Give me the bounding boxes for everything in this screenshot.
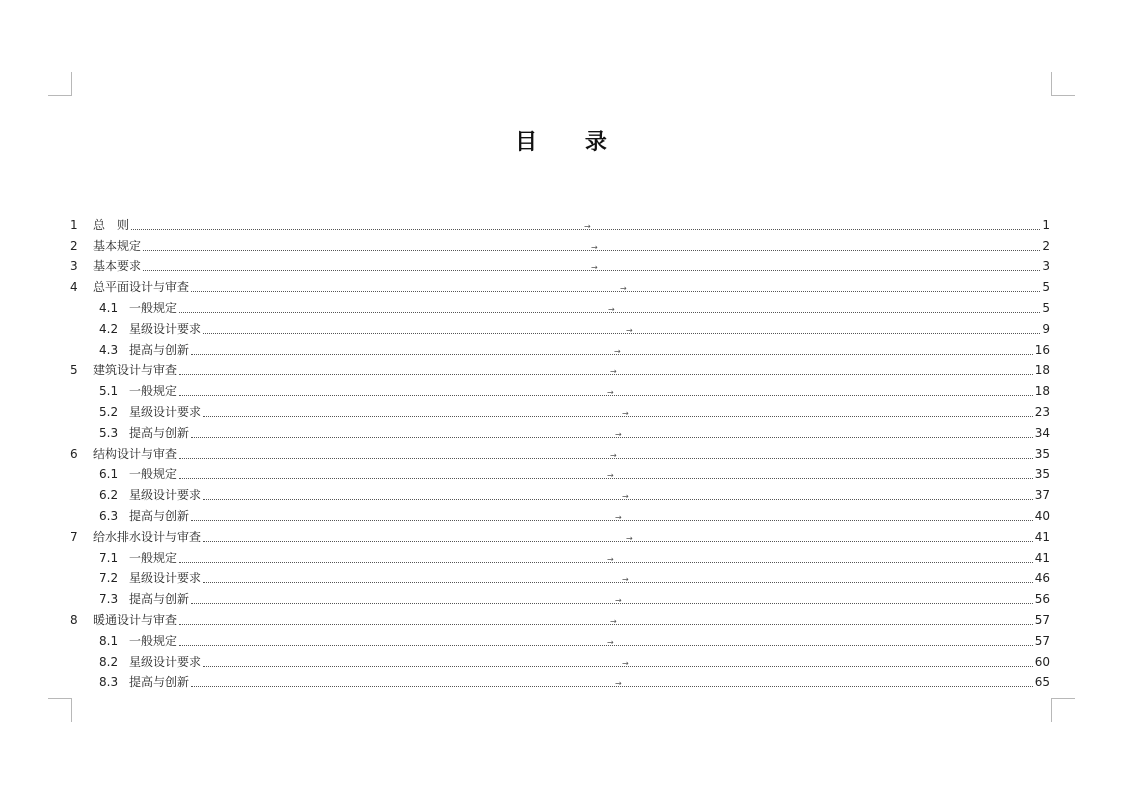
toc-entry-title: 一般规定 [129,300,178,315]
toc-entry-page-number: 9 [1042,321,1050,336]
toc-entry-title: 提高与创新 [129,508,190,523]
tab-mark-icon: → [622,408,629,418]
toc-entry-title: 一般规定 [129,550,178,565]
toc-entry-page-number: 37 [1034,488,1050,503]
toc-entry-number: 5 [70,363,78,378]
toc-entry-number: 6.2 [99,488,119,503]
toc-entry[interactable] [70,545,1050,566]
tab-mark-icon: → [610,616,617,626]
toc-entry-number: 7.3 [99,592,119,607]
toc-entry-number: 4.1 [99,300,119,315]
toc-entry-number: 4.2 [99,321,119,336]
toc-entry-number: 3 [70,259,78,274]
toc-entry-page-number: 41 [1034,550,1050,565]
toc-entry-page-number: 35 [1034,446,1050,461]
toc-dot-leader [203,665,1033,667]
toc-entry[interactable] [70,482,1050,503]
toc-entry-number: 6.1 [99,467,119,482]
tab-mark-icon: → [622,575,629,585]
toc-entry-title: 基本要求 [93,259,142,274]
toc-entry[interactable] [70,586,1050,607]
tab-mark-icon: → [615,596,622,606]
toc-entry-title: 总 则 [93,217,130,232]
toc-dot-leader [191,290,1040,292]
toc-entry[interactable] [70,233,1050,254]
tab-mark-icon: → [608,304,615,314]
toc-entry[interactable] [70,295,1050,316]
toc-entry[interactable] [70,420,1050,441]
toc-entry[interactable] [70,607,1050,628]
toc-entry-number: 8.1 [99,633,119,648]
tab-mark-icon: → [620,284,627,294]
toc-entry-page-number: 65 [1034,675,1050,690]
toc-entry-number: 4.3 [99,342,119,357]
toc-entry[interactable] [70,358,1050,379]
toc-entry-number: 5.2 [99,404,119,419]
toc-dot-leader [203,540,1033,542]
toc-dot-leader [179,477,1033,479]
toc-entry-title: 提高与创新 [129,342,190,357]
toc-dot-leader [179,373,1033,375]
toc-entry[interactable] [70,649,1050,670]
toc-entry[interactable] [70,316,1050,337]
toc-entry-page-number: 5 [1042,300,1050,315]
tab-mark-icon: → [622,658,629,668]
tab-mark-icon: → [607,554,614,564]
toc-entry-page-number: 35 [1034,467,1050,482]
toc-dot-leader [203,332,1040,334]
crop-mark-bottom-right [1051,698,1075,722]
toc-entry-title: 星级设计要求 [129,321,202,336]
toc-entry-title: 星级设计要求 [129,488,202,503]
tab-mark-icon: → [622,492,629,502]
toc-entry-title: 星级设计要求 [129,404,202,419]
toc-entry-number: 2 [70,238,78,253]
toc-entry-page-number: 34 [1034,425,1050,440]
toc-entry-page-number: 3 [1042,259,1050,274]
toc-dot-leader [203,415,1033,417]
toc-entry-page-number: 23 [1034,404,1050,419]
toc-entry-title: 暖通设计与审查 [93,612,178,627]
crop-mark-top-right [1051,72,1075,96]
toc-entry[interactable] [70,274,1050,295]
toc-entry-page-number: 18 [1034,363,1050,378]
tab-mark-icon: → [614,346,621,356]
toc-entry-page-number: 5 [1042,280,1050,295]
toc-entry[interactable] [70,462,1050,483]
toc-dot-leader [179,394,1033,396]
toc-entry-page-number: 41 [1034,529,1050,544]
tab-mark-icon: → [591,263,598,273]
toc-entry-number: 6.3 [99,508,119,523]
toc-entry-title: 总平面设计与审查 [93,280,190,295]
toc-entry-number: 7.1 [99,550,119,565]
toc-dot-leader [191,602,1033,604]
tab-mark-icon: → [615,512,622,522]
toc-dot-leader [179,623,1033,625]
toc-dot-leader [203,581,1033,583]
toc-entry-number: 8 [70,612,78,627]
toc-entry-page-number: 57 [1034,633,1050,648]
toc-entry-page-number: 16 [1034,342,1050,357]
tab-mark-icon: → [615,429,622,439]
toc-entry[interactable] [70,337,1050,358]
toc-entry-title: 提高与创新 [129,675,190,690]
toc-entry-page-number: 56 [1034,592,1050,607]
toc-entry-number: 6 [70,446,78,461]
toc-entry-page-number: 46 [1034,571,1050,586]
toc-entry-title: 结构设计与审查 [93,446,178,461]
page-title: 目 录 [515,130,627,155]
tab-mark-icon: → [584,221,591,231]
tab-mark-icon: → [607,471,614,481]
toc-entry-title: 一般规定 [129,633,178,648]
toc-dot-leader [191,519,1033,521]
tab-mark-icon: → [626,325,633,335]
toc-entry-number: 8.3 [99,675,119,690]
toc-entry[interactable] [70,399,1050,420]
tab-mark-icon: → [610,450,617,460]
toc-entry[interactable] [70,378,1050,399]
toc-entry-number: 5.3 [99,425,119,440]
tab-mark-icon: → [610,367,617,377]
toc-entry-number: 5.1 [99,384,119,399]
toc-dot-leader [179,644,1033,646]
toc-entry-number: 4 [70,280,78,295]
toc-entry[interactable] [70,628,1050,649]
tab-mark-icon: → [626,533,633,543]
toc-entry-title: 一般规定 [129,467,178,482]
tab-mark-icon: → [607,637,614,647]
toc-entry[interactable] [70,524,1050,545]
toc-entry-number: 8.2 [99,654,119,669]
toc-entry-title: 一般规定 [129,384,178,399]
toc-entry-number: 1 [70,217,78,232]
toc-entry-number: 7.2 [99,571,119,586]
toc-entry[interactable] [70,441,1050,462]
table-of-contents [70,212,1050,690]
toc-entry-page-number: 40 [1034,508,1050,523]
toc-entry-title: 星级设计要求 [129,571,202,586]
toc-entry-title: 基本规定 [93,238,142,253]
toc-dot-leader [179,457,1033,459]
toc-entry-page-number: 2 [1042,238,1050,253]
toc-entry[interactable] [70,566,1050,587]
toc-dot-leader [191,353,1033,355]
toc-entry-page-number: 57 [1034,612,1050,627]
toc-entry-title: 给水排水设计与审查 [93,529,202,544]
toc-dot-leader [203,498,1033,500]
toc-entry[interactable] [70,670,1050,691]
toc-entry-title: 星级设计要求 [129,654,202,669]
toc-entry-title: 提高与创新 [129,425,190,440]
toc-dot-leader [179,561,1033,563]
toc-entry-page-number: 60 [1034,654,1050,669]
toc-entry-page-number: 18 [1034,384,1050,399]
toc-dot-leader [191,685,1033,687]
toc-entry[interactable] [70,254,1050,275]
tab-mark-icon: → [591,242,598,252]
toc-entry-number: 7 [70,529,78,544]
toc-entry[interactable] [70,503,1050,524]
toc-dot-leader [191,436,1033,438]
toc-entry-page-number: 1 [1042,217,1050,232]
toc-entry-title: 建筑设计与审查 [93,363,178,378]
tab-mark-icon: → [615,679,622,689]
crop-mark-bottom-left [48,698,72,722]
crop-mark-top-left [48,72,72,96]
toc-entry[interactable] [70,212,1050,233]
toc-entry-title: 提高与创新 [129,592,190,607]
tab-mark-icon: → [607,388,614,398]
